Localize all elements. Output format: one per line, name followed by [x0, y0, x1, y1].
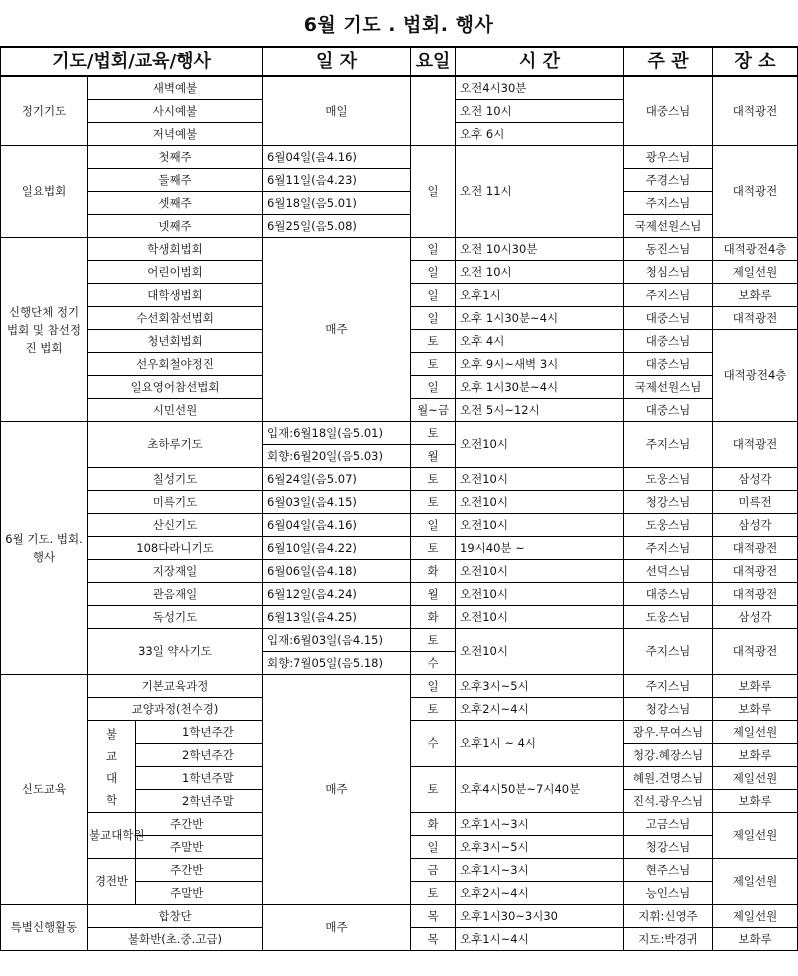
day-cell: 일	[411, 146, 456, 238]
place-cell: 삼성각	[713, 514, 798, 537]
item-name: 산신기도	[88, 514, 263, 537]
day-cell	[411, 76, 456, 146]
day-cell: 일	[411, 261, 456, 284]
item-name: 셋째주	[88, 192, 263, 215]
item-name: 청년회법회	[88, 330, 263, 353]
time-cell: 오후 6시	[456, 123, 624, 146]
item-name: 넷째주	[88, 215, 263, 238]
item-name: 2학년주간	[136, 744, 263, 767]
host-cell: 대중스님	[624, 353, 713, 376]
group-special: 특별신행활동	[1, 905, 88, 951]
host-cell: 현주스님	[624, 859, 713, 882]
day-cell: 토	[411, 491, 456, 514]
day-cell: 토	[411, 537, 456, 560]
day-cell: 일	[411, 675, 456, 698]
table-row	[1, 514, 798, 537]
item-name: 주간반	[136, 813, 263, 836]
date-cell: 회향:7월05일(음5.18)	[263, 652, 411, 675]
time-cell: 오전 10시30분	[456, 238, 624, 261]
place-cell: 대적광전	[713, 146, 798, 238]
place-cell: 대적광전4층	[713, 330, 798, 422]
host-cell: 도웅스님	[624, 468, 713, 491]
table-row	[1, 491, 798, 514]
time-cell: 오전4시30분	[456, 76, 624, 100]
header-host: 주 관	[624, 47, 713, 76]
time-cell: 오후 9시~새벽 3시	[456, 353, 624, 376]
table-row	[1, 629, 798, 652]
time-cell: 오후2시~4시	[456, 882, 624, 905]
day-cell: 토	[411, 698, 456, 721]
item-name: 둘째주	[88, 169, 263, 192]
host-cell: 주지스님	[624, 284, 713, 307]
item-name: 사시예불	[88, 100, 263, 123]
day-cell: 목	[411, 928, 456, 951]
date-cell: 입재:6월03일(음4.15)	[263, 629, 411, 652]
host-cell: 광우스님	[624, 146, 713, 169]
place-cell: 대적광전4층	[713, 238, 798, 261]
item-name: 불화반(초.중.고급)	[88, 928, 263, 951]
host-cell: 국제선원스님	[624, 215, 713, 238]
day-cell: 일	[411, 836, 456, 859]
header-place: 장 소	[713, 47, 798, 76]
time-cell: 오전10시	[456, 606, 624, 629]
group-events: 6월 기도. 법회.행사	[1, 422, 88, 675]
page-title: 6월 기도 . 법회. 행사	[303, 13, 494, 36]
table-row	[1, 560, 798, 583]
item-name: 1학년주간	[136, 721, 263, 744]
host-cell: 능인스님	[624, 882, 713, 905]
group-sunday: 일요법회	[1, 146, 88, 238]
header-row	[1, 47, 798, 76]
time-cell: 오전10시	[456, 560, 624, 583]
sutra-label: 경전반	[88, 859, 136, 905]
item-name: 주말반	[136, 882, 263, 905]
place-cell: 제일선원	[713, 905, 798, 928]
host-cell: 대중스님	[624, 76, 713, 146]
host-cell: 주지스님	[624, 629, 713, 675]
time-cell: 오후 1시30분~4시	[456, 307, 624, 330]
host-cell: 청강스님	[624, 491, 713, 514]
table-row	[1, 905, 798, 928]
host-cell: 도웅스님	[624, 606, 713, 629]
time-cell: 19시40분 ~	[456, 537, 624, 560]
item-name: 초하루기도	[88, 422, 263, 468]
header-date: 일 자	[263, 47, 411, 76]
time-cell: 오후1시30~3시30	[456, 905, 624, 928]
table-row	[1, 422, 798, 445]
item-name: 주말반	[136, 836, 263, 859]
time-cell: 오후3시~5시	[456, 675, 624, 698]
host-cell: 주지스님	[624, 192, 713, 215]
college-label-text: 불교대학	[105, 726, 118, 807]
table-row	[1, 606, 798, 629]
header-category: 기도/법회/교육/행사	[1, 47, 263, 76]
host-cell: 선덕스님	[624, 560, 713, 583]
time-cell: 오전10시	[456, 514, 624, 537]
item-name: 어린이법회	[88, 261, 263, 284]
place-cell: 보화루	[713, 675, 798, 698]
host-cell: 청강.혜장스님	[624, 744, 713, 767]
host-cell: 고금스님	[624, 813, 713, 836]
day-cell: 월	[411, 445, 456, 468]
date-cell: 6월10일(음4.22)	[263, 537, 411, 560]
date-cell: 매주	[263, 905, 411, 951]
place-cell: 대적광전	[713, 76, 798, 146]
date-cell: 6월06일(음4.18)	[263, 560, 411, 583]
day-cell: 화	[411, 560, 456, 583]
day-cell: 일	[411, 307, 456, 330]
day-cell: 금	[411, 859, 456, 882]
place-cell: 제일선원	[713, 767, 798, 790]
day-cell: 토	[411, 468, 456, 491]
date-cell: 6월24일(음5.07)	[263, 468, 411, 491]
day-cell: 화	[411, 813, 456, 836]
day-cell: 토	[411, 629, 456, 652]
time-cell: 오후1시~3시	[456, 813, 624, 836]
table-row	[1, 583, 798, 606]
date-cell: 매주	[263, 238, 411, 422]
time-cell: 오전10시	[456, 583, 624, 606]
item-name: 대학생법회	[88, 284, 263, 307]
time-cell: 오후1시~3시	[456, 859, 624, 882]
item-name: 2학년주말	[136, 790, 263, 813]
day-cell: 목	[411, 905, 456, 928]
place-cell: 보화루	[713, 790, 798, 813]
place-cell: 대적광전	[713, 422, 798, 468]
item-name: 새벽예불	[88, 76, 263, 100]
host-cell: 혜원.견명스님	[624, 767, 713, 790]
date-cell: 6월11일(음4.23)	[263, 169, 411, 192]
table-row	[1, 146, 798, 169]
host-cell: 주지스님	[624, 422, 713, 468]
day-cell: 토	[411, 330, 456, 353]
item-name: 108다라니기도	[88, 537, 263, 560]
time-cell: 오전10시	[456, 422, 624, 468]
host-cell: 광우.무여스님	[624, 721, 713, 744]
host-cell: 도웅스님	[624, 514, 713, 537]
time-cell: 오전 10시	[456, 261, 624, 284]
day-cell: 토	[411, 353, 456, 376]
item-name: 교양과정(천수경)	[88, 698, 263, 721]
item-name: 독성기도	[88, 606, 263, 629]
day-cell: 일	[411, 514, 456, 537]
time-cell: 오후1시 ~ 4시	[456, 721, 624, 767]
header-day: 요일	[411, 47, 456, 76]
time-cell: 오전 5시~12시	[456, 399, 624, 422]
group-education: 신도교육	[1, 675, 88, 905]
item-name: 주간반	[136, 859, 263, 882]
item-name: 저녁예불	[88, 123, 263, 146]
place-cell: 대적광전	[713, 629, 798, 675]
host-cell: 진석.광우스님	[624, 790, 713, 813]
place-cell: 제일선원	[713, 261, 798, 284]
date-cell: 6월12일(음4.24)	[263, 583, 411, 606]
day-cell: 일	[411, 376, 456, 399]
host-cell: 대중스님	[624, 330, 713, 353]
place-cell: 제일선원	[713, 721, 798, 744]
table-row	[1, 169, 798, 192]
day-cell: 일	[411, 238, 456, 261]
table-row	[1, 192, 798, 215]
day-cell: 수	[411, 652, 456, 675]
time-cell: 오후3시~5시	[456, 836, 624, 859]
host-cell: 지휘:신영주	[624, 905, 713, 928]
date-cell: 6월03일(음4.15)	[263, 491, 411, 514]
host-cell: 대중스님	[624, 399, 713, 422]
host-cell: 대중스님	[624, 307, 713, 330]
place-cell: 대적광전	[713, 560, 798, 583]
time-cell: 오후4시50분~7시40분	[456, 767, 624, 813]
day-cell: 토	[411, 422, 456, 445]
item-name: 합창단	[88, 905, 263, 928]
day-cell: 화	[411, 606, 456, 629]
item-name: 1학년주말	[136, 767, 263, 790]
table-row	[1, 215, 798, 238]
place-cell: 보화루	[713, 698, 798, 721]
day-cell: 토	[411, 882, 456, 905]
item-name: 기본교육과정	[88, 675, 263, 698]
host-cell: 국제선원스님	[624, 376, 713, 399]
day-cell: 수	[411, 721, 456, 767]
time-cell: 오후 1시30분~4시	[456, 376, 624, 399]
place-cell: 삼성각	[713, 606, 798, 629]
date-cell: 매주	[263, 675, 411, 905]
time-cell: 오후 4시	[456, 330, 624, 353]
item-name: 지장재일	[88, 560, 263, 583]
date-cell: 6월18일(음5.01)	[263, 192, 411, 215]
place-cell: 제일선원	[713, 813, 798, 859]
date-cell: 6월04일(음4.16)	[263, 514, 411, 537]
day-cell: 월	[411, 583, 456, 606]
table-row	[1, 537, 798, 560]
host-cell: 지도:박경귀	[624, 928, 713, 951]
place-cell: 대적광전	[713, 307, 798, 330]
header-time: 시 간	[456, 47, 624, 76]
time-cell: 오전 10시	[456, 100, 624, 123]
table-row	[1, 468, 798, 491]
group-faith-groups: 신행단체 정기법회 및 참선정진 법회	[1, 238, 88, 422]
item-name: 칠성기도	[88, 468, 263, 491]
host-cell: 청강스님	[624, 698, 713, 721]
host-cell: 주지스님	[624, 675, 713, 698]
place-cell: 미륵전	[713, 491, 798, 514]
grad-label: 불교대학원	[88, 813, 136, 859]
time-cell: 오전 11시	[456, 146, 624, 238]
host-cell: 청강스님	[624, 836, 713, 859]
time-cell: 오후1시~4시	[456, 928, 624, 951]
host-cell: 동진스님	[624, 238, 713, 261]
host-cell: 주경스님	[624, 169, 713, 192]
table-row	[1, 238, 798, 261]
day-cell: 월~금	[411, 399, 456, 422]
place-cell: 대적광전	[713, 583, 798, 606]
schedule-table	[0, 46, 798, 951]
date-cell: 회향:6월20일(음5.03)	[263, 445, 411, 468]
item-name: 관음재일	[88, 583, 263, 606]
date-cell: 매일	[263, 76, 411, 146]
table-row	[1, 76, 798, 100]
place-cell: 대적광전	[713, 537, 798, 560]
time-cell: 오전10시	[456, 629, 624, 675]
date-cell: 6월04일(음4.16)	[263, 146, 411, 169]
item-name: 시민선원	[88, 399, 263, 422]
item-name: 첫째주	[88, 146, 263, 169]
host-cell: 대중스님	[624, 583, 713, 606]
time-cell: 오후2시~4시	[456, 698, 624, 721]
host-cell: 주지스님	[624, 537, 713, 560]
place-cell: 삼성각	[713, 468, 798, 491]
time-cell: 오전10시	[456, 491, 624, 514]
group-regular: 정기기도	[1, 76, 88, 146]
item-name: 선우회철야정진	[88, 353, 263, 376]
time-cell: 오전10시	[456, 468, 624, 491]
college-label	[88, 721, 136, 813]
item-name: 수선회참선법회	[88, 307, 263, 330]
item-name: 일요영어참선법회	[88, 376, 263, 399]
time-cell: 오후1시	[456, 284, 624, 307]
place-cell: 보화루	[713, 284, 798, 307]
host-cell: 청심스님	[624, 261, 713, 284]
day-cell: 토	[411, 767, 456, 813]
item-name: 학생회법회	[88, 238, 263, 261]
place-cell: 보화루	[713, 928, 798, 951]
date-cell: 입재:6월18일(음5.01)	[263, 422, 411, 445]
item-name: 미륵기도	[88, 491, 263, 514]
table-row	[1, 675, 798, 698]
date-cell: 6월13일(음4.25)	[263, 606, 411, 629]
day-cell: 일	[411, 284, 456, 307]
place-cell: 보화루	[713, 744, 798, 767]
item-name: 33일 약사기도	[88, 629, 263, 675]
date-cell: 6월25일(음5.08)	[263, 215, 411, 238]
place-cell: 제일선원	[713, 859, 798, 905]
